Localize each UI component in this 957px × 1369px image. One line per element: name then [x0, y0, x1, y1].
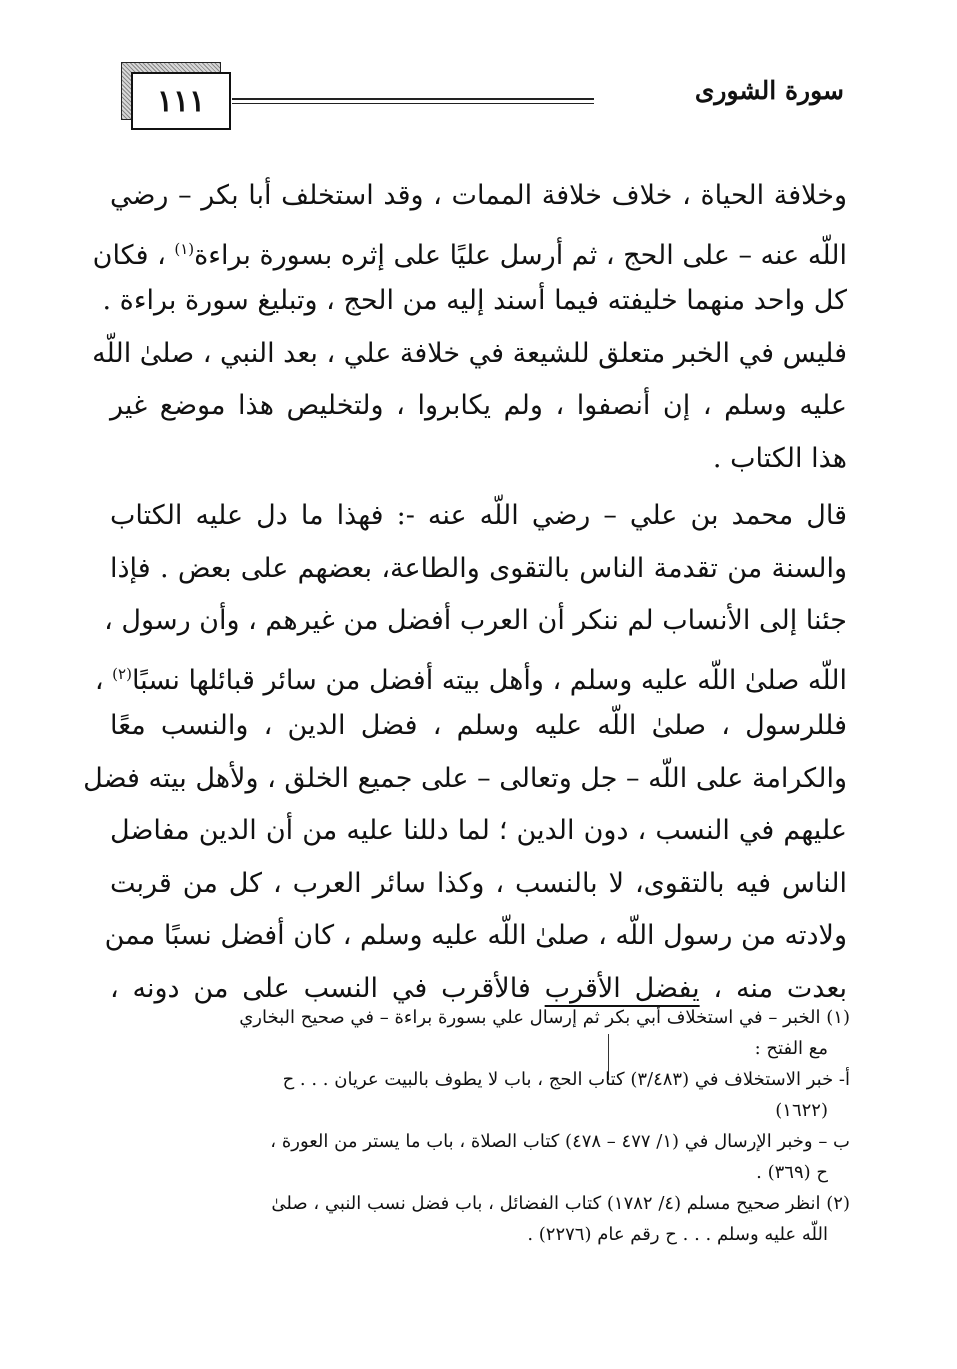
- text-line: وخلافة الحياة ، خلاف خلافة الممات ، وقد استخلف أبا بكر – رضي: [110, 180, 847, 211]
- text-line-underlined: بعدت منه ، يفضل الأقرب فالأقرب في النسب على من دونه ،: [110, 972, 847, 1004]
- text-line: والسنة من تقدمة الناس بالتقوى والطاعة، بعضهم على بعض . فإذا: [110, 552, 847, 584]
- text-line: جئنا إلى الأنساب لم ننكر أن العرب أفضل من غيرهم ، وأن رسول ،: [104, 605, 847, 636]
- text-line: فليس في الخبر متعلق للشيعة في خلافة علي ، بعد النبي ، صلىٰ اللّه: [92, 337, 847, 369]
- text-line: قال محمد بن علي – رضي اللّه عنه -: فهذا ما دل عليه الكتاب: [110, 500, 847, 531]
- text-line: الناس فيه بالتقوى، لا بالنسب ، وكذا سائر العرب ، كل من قربت: [110, 867, 847, 899]
- paragraph-2: [83, 490, 847, 1015]
- text-line: فللرسول ، صلىٰ اللّه عليه وسلم ، فضل الدين ، والنسب معًا: [110, 710, 847, 741]
- text-line: ولادته من رسول اللّه ، صلىٰ اللّه عليه وسلم ، كان أفضل نسبًا ممن: [104, 920, 847, 951]
- page-header: [0, 0, 957, 160]
- header-rule: [232, 98, 594, 100]
- footnote-1a: أ- خبر الاستخلاف في (٣/٤٨٣) كتاب الحج ، باب لا يطوف بالبيت عريان . . . ح: [282, 1069, 850, 1090]
- text-line-with-footnote: [94, 648, 847, 701]
- footnote-1a-cont: (١٦٢٢): [775, 1100, 828, 1121]
- footnotes: [104, 1004, 850, 1252]
- footnote-2: (٢) انظر صحيح مسلم (٤/ ١٧٨٢) كتاب الفضائل ، باب فضل نسب النبي ، صلىٰ: [271, 1193, 850, 1214]
- footnote-ref-2[interactable]: (٢): [112, 664, 132, 683]
- text-line: والكرامة على اللّه – جل وتعالى – على جميع الخلق ، ولأهل بيته فضل: [83, 762, 847, 794]
- text-line: عليهم في النسب ، دون الدين ؛ لما دللنا عليه من أن الدين مفاضل: [110, 815, 847, 846]
- footnote-1b-cont: ح (٣٦٩) .: [756, 1162, 828, 1183]
- text-line-part: ، فكان: [92, 239, 175, 271]
- text-line: عليه وسلم ، إن أنصفوا ، ولم يكابروا ، ولتخليص هذا موضع غير: [110, 390, 847, 421]
- paragraph-1: [92, 170, 847, 485]
- surah-title: سورة الشورى: [694, 76, 844, 105]
- page-number: ١١١: [131, 72, 231, 130]
- underlined-phrase: يفضل الأقرب: [544, 972, 700, 1004]
- footnote-ref-1[interactable]: (١): [174, 239, 195, 258]
- footnote-1b: ب – وخبر الإرسال في (١/ ٤٧٧ – ٤٧٨) كتاب الصلاة ، باب ما يستر من العورة ،: [270, 1131, 850, 1152]
- footnote-1-cont: مع الفتح :: [754, 1038, 828, 1059]
- footnote-1: (١) الخبر – في استخلاف أبي بكر ثم إرسال علي بسورة براءة – في صحيح البخاري: [239, 1007, 850, 1028]
- text-line: هذا الكتاب .: [712, 442, 847, 474]
- text-line-part: اللّه صلىٰ اللّه عليه وسلم ، وأهل بيته أفضل من سائر قبائلها نسبًا: [131, 664, 847, 696]
- text-line-with-footnote: [92, 223, 847, 276]
- text-line-part: اللّه عنه – على الحج ، ثم أرسل عليًا على إثره بسورة براءة: [194, 239, 847, 271]
- text-line: كل واحد منهما خليفته فيما أسند إليه من الحج ، وتبليغ سورة براءة .: [102, 285, 847, 316]
- footnote-2-cont: اللّه عليه وسلم . . . ح رقم عام (٢٢٧٦) .: [527, 1224, 828, 1245]
- text-line-part: ،: [94, 664, 113, 696]
- header-rule-thin: [232, 103, 594, 104]
